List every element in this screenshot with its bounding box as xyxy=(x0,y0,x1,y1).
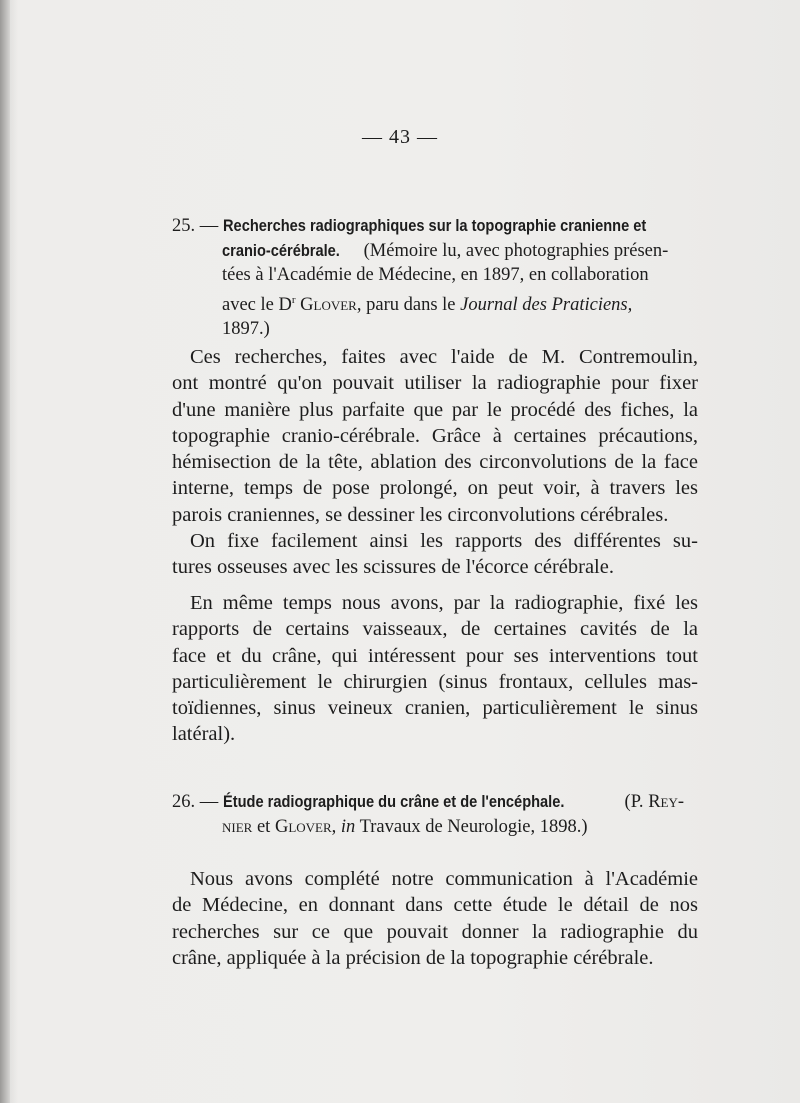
binding-shadow xyxy=(0,0,10,1103)
entry-25-title-line2: cranio-cérébrale. xyxy=(222,240,340,260)
paragraph-2 xyxy=(172,528,698,581)
entry-25-note-line2: (Mémoire lu, avec photographies présen- xyxy=(359,240,669,261)
author-glover: Glover xyxy=(295,294,357,315)
paragraph-4 xyxy=(172,866,698,971)
entry-26-number: 26. — xyxy=(172,792,219,812)
text-line: On fixe facilement ainsi les rapports des différentes su- xyxy=(190,530,698,552)
entry-25-title-line1: Recherches radiographiques sur la topographie cranienne et xyxy=(222,216,647,235)
author-reynier-part2: nier xyxy=(222,816,253,837)
text-line: tures osseuses avec les scissures de l'écorce cérébrale. xyxy=(172,556,614,579)
text-line: interne, temps de pose prolongé, on peut voir, à travers les xyxy=(172,477,698,500)
entry-25-note-line4c: , paru dans le xyxy=(356,294,461,315)
entry-26-heading xyxy=(172,790,698,839)
text-line: ont montré qu'on pouvait utiliser la radiographie pour fixer xyxy=(172,372,698,395)
entry-26-note-et: et xyxy=(252,816,275,837)
text-line: recherches sur ce que pouvait donner la radiographie du xyxy=(172,920,698,943)
text-line: Nous avons complété notre communication à l'Académie xyxy=(190,868,698,890)
entry-26-note-comma: , xyxy=(331,816,341,837)
text-line: toïdiennes, sinus veineux cranien, particulièrement le sinus xyxy=(172,697,698,720)
text-line: crâne, appliquée à la précision de la topographie cérébrale. xyxy=(172,946,654,969)
entry-25-note-sup: r xyxy=(291,293,296,306)
entry-25-number: 25. — xyxy=(172,216,219,236)
entry-25-heading xyxy=(172,214,698,342)
text-line: face et du crâne, qui intéressent pour ses interventions tout xyxy=(172,644,698,667)
text-line: topographie cranio-cérébrale. Grâce à certaines précautions, xyxy=(172,424,698,447)
text-line: parois craniennes, se dessiner les circonvolutions cérébrales. xyxy=(172,503,669,526)
entry-25-note-line3: tées à l'Académie de Médecine, en 1897, en collaboration xyxy=(222,265,649,285)
text-line: de Médecine, en donnant dans cette étude le détail de nos xyxy=(172,894,698,917)
text-line: rapports de certains vaisseaux, de certaines cavités de la xyxy=(172,618,698,641)
text-line: particulièrement le chirurgien (sinus frontaux, cellules mas- xyxy=(172,670,698,693)
entry-25-note-line5: 1897.) xyxy=(222,319,270,340)
journal-name: Journal des Praticiens, xyxy=(460,294,633,315)
text-line: hémisection de la tête, ablation des circonvolutions de la face xyxy=(172,451,698,474)
text-line: En même temps nous avons, par la radiographie, fixé les xyxy=(190,592,698,614)
paragraph-3 xyxy=(172,590,698,748)
entry-26-title: Étude radiographique du crâne et de l'encéphale. xyxy=(222,792,565,811)
entry-26-source: Travaux de Neurologie, 1898.) xyxy=(355,816,588,837)
text-line: d'une manière plus parfaite que par le procédé des fiches, la xyxy=(172,398,698,421)
text-line: latéral). xyxy=(172,723,236,746)
entry-25-note-line4a: avec le D xyxy=(222,294,292,315)
paragraph-1 xyxy=(172,344,698,528)
entry-26-note-a: (P. xyxy=(619,792,649,812)
entry-26-in: in xyxy=(340,816,356,837)
author-reynier-part1: Rey- xyxy=(648,792,685,812)
text-line: Ces recherches, faites avec l'aide de M. Contremoulin, xyxy=(190,346,698,368)
author-glover-2: Glover xyxy=(274,816,332,837)
page-number: — 43 — xyxy=(362,126,438,148)
